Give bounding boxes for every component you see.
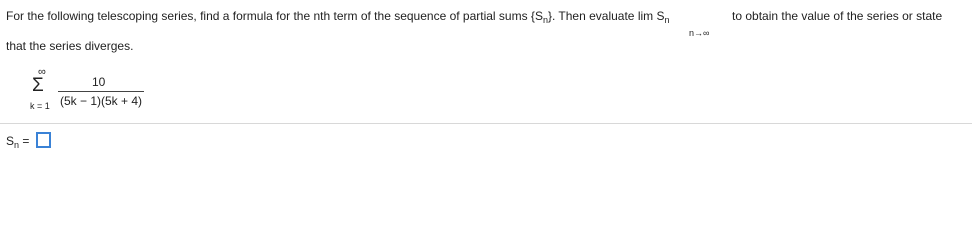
answer-equals: = xyxy=(19,134,30,148)
sum-upper-bound: ∞ xyxy=(38,66,46,78)
answer-label xyxy=(6,134,29,148)
question-text-line1 xyxy=(6,9,670,23)
answer-label-s: S xyxy=(6,134,15,148)
fraction-denominator: (5k − 1)(5k + 4) xyxy=(60,94,143,108)
divider xyxy=(0,123,972,124)
answer-input[interactable] xyxy=(36,132,51,148)
answer-label-subscript: n xyxy=(14,140,20,150)
sum-lower-bound: k = 1 xyxy=(30,101,50,111)
question-subscript-n: n xyxy=(542,15,548,25)
question-text-b: }. Then evaluate lim S xyxy=(547,9,665,23)
sigma-symbol: Σ xyxy=(32,75,44,96)
limit-subscript: n→∞ xyxy=(689,28,710,38)
question-text-line2: that the series diverges. xyxy=(6,39,134,53)
question-text-continuation: to obtain the value of the series or state xyxy=(732,9,943,23)
fraction-bar xyxy=(58,91,144,92)
limit-subscript-n: n xyxy=(664,15,670,25)
question-text-a: For the following telescoping series, find a formula for the nth term of the sequence of partial sums {S xyxy=(6,9,543,23)
fraction-numerator: 10 xyxy=(92,75,106,89)
